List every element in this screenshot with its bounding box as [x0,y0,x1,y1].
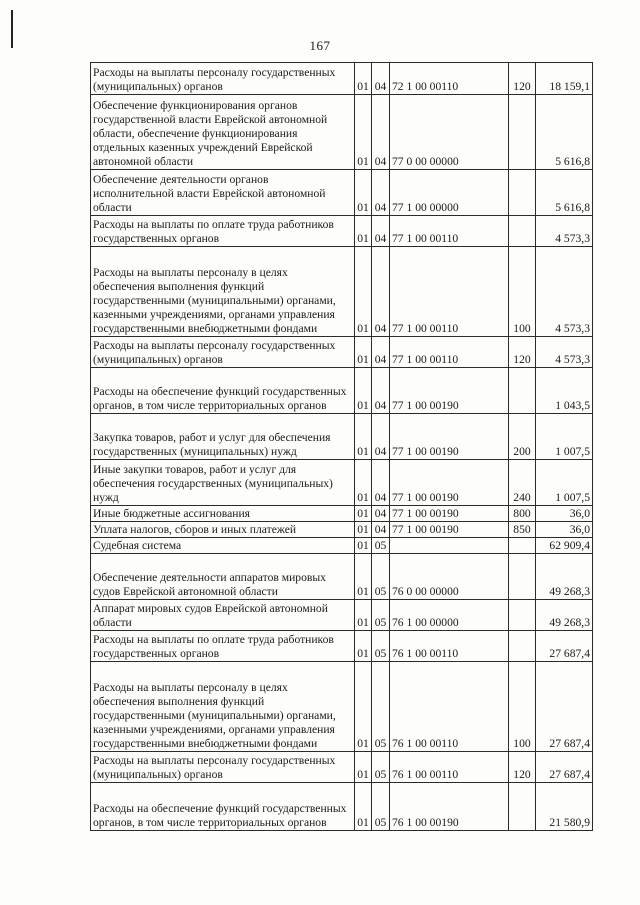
cell-article: 72 1 00 00110 [390,63,509,95]
cell-expense-type: 120 [509,337,536,368]
cell-amount: 5 616,8 [536,95,593,170]
cell-section: 01 [355,63,372,95]
table-row [91,216,593,247]
cell-amount: 4 573,3 [536,337,593,368]
cell-name: Расходы на выплаты персоналу государственных (муниципальных) органов [91,63,355,95]
budget-table [90,62,593,831]
cell-name: Расходы на выплаты персоналу государственных (муниципальных) органов [91,337,355,368]
cell-article: 77 1 00 00190 [390,460,509,506]
table-row [91,247,593,337]
cell-amount: 27 687,4 [536,662,593,752]
cell-amount: 4 573,3 [536,216,593,247]
cell-section: 01 [355,600,372,631]
cell-amount: 49 268,3 [536,554,593,600]
cell-article: 76 1 00 00110 [390,662,509,752]
cell-section: 01 [355,337,372,368]
table-row [91,63,593,95]
cell-section: 01 [355,631,372,662]
cell-amount: 1 007,5 [536,414,593,460]
cell-name: Иные закупки товаров, работ и услуг для обеспечения государственных (муниципальных) нужд [91,460,355,506]
cell-subsection: 04 [372,506,390,522]
cell-name: Судебная система [91,538,355,554]
cell-subsection: 05 [372,600,390,631]
table-row [91,337,593,368]
cell-subsection: 04 [372,522,390,538]
table-row [91,752,593,783]
cell-section: 01 [355,662,372,752]
budget-table-body [91,63,593,831]
cell-section: 01 [355,247,372,337]
cell-expense-type [509,216,536,247]
cell-subsection: 05 [372,554,390,600]
cell-article: 77 1 00 00110 [390,216,509,247]
cell-article: 77 1 00 00190 [390,522,509,538]
table-row [91,414,593,460]
cell-article: 77 1 00 00190 [390,368,509,414]
cell-subsection: 04 [372,95,390,170]
cell-expense-type: 100 [509,247,536,337]
cell-name: Обеспечение деятельности органов исполнительной власти Еврейской автономной области [91,170,355,216]
cell-section: 01 [355,170,372,216]
cell-expense-type [509,554,536,600]
cell-expense-type [509,783,536,831]
cell-expense-type [509,600,536,631]
cell-article: 77 1 00 00190 [390,506,509,522]
cell-amount: 4 573,3 [536,247,593,337]
cell-amount: 1 007,5 [536,460,593,506]
cell-amount: 36,0 [536,522,593,538]
cell-section: 01 [355,216,372,247]
cell-name: Расходы на обеспечение функций государственных органов, в том числе территориальных органов [91,368,355,414]
cell-article: 77 1 00 00000 [390,170,509,216]
cell-expense-type [509,368,536,414]
cell-name: Расходы на выплаты персоналу государственных (муниципальных) органов [91,752,355,783]
cell-article: 76 1 00 00190 [390,783,509,831]
cell-article: 77 1 00 00110 [390,337,509,368]
cell-section: 01 [355,554,372,600]
cell-expense-type [509,170,536,216]
cell-name: Обеспечение деятельности аппаратов мировых судов Еврейской автономной области [91,554,355,600]
cell-subsection: 04 [372,247,390,337]
cell-subsection: 05 [372,752,390,783]
cell-section: 01 [355,783,372,831]
cell-amount: 49 268,3 [536,600,593,631]
table-row [91,506,593,522]
table-row [91,662,593,752]
cell-article: 77 1 00 00110 [390,247,509,337]
cell-expense-type: 100 [509,662,536,752]
cell-name: Аппарат мировых судов Еврейской автономной области [91,600,355,631]
table-row [91,95,593,170]
cell-expense-type: 800 [509,506,536,522]
cell-expense-type [509,631,536,662]
cell-subsection: 04 [372,170,390,216]
cell-section: 01 [355,414,372,460]
table-row [91,631,593,662]
cell-subsection: 05 [372,662,390,752]
cell-amount: 5 616,8 [536,170,593,216]
cell-article: 77 1 00 00190 [390,414,509,460]
cell-name: Расходы на выплаты по оплате труда работников государственных органов [91,216,355,247]
cell-article [390,538,509,554]
cell-name: Закупка товаров, работ и услуг для обеспечения государственных (муниципальных) нужд [91,414,355,460]
cell-section: 01 [355,95,372,170]
cell-subsection: 04 [372,460,390,506]
cell-subsection: 04 [372,63,390,95]
cell-amount: 27 687,4 [536,752,593,783]
cell-amount: 18 159,1 [536,63,593,95]
table-row [91,783,593,831]
cell-article: 76 0 00 00000 [390,554,509,600]
table-row [91,170,593,216]
cell-expense-type: 240 [509,460,536,506]
cell-subsection: 05 [372,783,390,831]
table-row [91,460,593,506]
cell-subsection: 04 [372,414,390,460]
cell-article: 77 0 00 00000 [390,95,509,170]
cell-name: Расходы на обеспечение функций государственных органов, в том числе территориальных органов [91,783,355,831]
cell-amount: 1 043,5 [536,368,593,414]
cell-section: 01 [355,522,372,538]
cell-section: 01 [355,460,372,506]
cell-expense-type: 200 [509,414,536,460]
cell-expense-type [509,95,536,170]
cell-name: Расходы на выплаты персоналу в целях обеспечения выполнения функций государственными (муниципальными) органами, казенными учреждениями, органами управления государственными внебюджетными фондами [91,662,355,752]
table-row [91,538,593,554]
cell-expense-type [509,538,536,554]
cell-amount: 21 580,9 [536,783,593,831]
cell-section: 01 [355,538,372,554]
page-number: 167 [309,38,331,53]
cell-article: 76 1 00 00110 [390,752,509,783]
cell-name: Расходы на выплаты по оплате труда работников государственных органов [91,631,355,662]
cell-section: 01 [355,752,372,783]
cell-amount: 36,0 [536,506,593,522]
cell-subsection: 05 [372,631,390,662]
cell-expense-type: 120 [509,63,536,95]
cell-article: 76 1 00 00000 [390,600,509,631]
cell-amount: 27 687,4 [536,631,593,662]
cell-expense-type: 120 [509,752,536,783]
table-row [91,522,593,538]
cell-subsection: 04 [372,216,390,247]
cell-section: 01 [355,506,372,522]
cell-name: Уплата налогов, сборов и иных платежей [91,522,355,538]
cell-name: Обеспечение функционирования органов государственной власти Еврейской автономной области, обеспечение функционирования отдельных казенных учреждений Еврейской автономной области [91,95,355,170]
table-row [91,368,593,414]
cell-subsection: 05 [372,538,390,554]
cell-expense-type: 850 [509,522,536,538]
table-row [91,554,593,600]
cell-name: Иные бюджетные ассигнования [91,506,355,522]
cell-subsection: 04 [372,337,390,368]
cell-section: 01 [355,368,372,414]
cell-name: Расходы на выплаты персоналу в целях обеспечения выполнения функций государственными (муниципальными) органами, казенными учреждениями, органами управления государственными внебюджетными фондами [91,247,355,337]
table-row [91,600,593,631]
cell-amount: 62 909,4 [536,538,593,554]
cell-subsection: 04 [372,368,390,414]
cell-article: 76 1 00 00110 [390,631,509,662]
